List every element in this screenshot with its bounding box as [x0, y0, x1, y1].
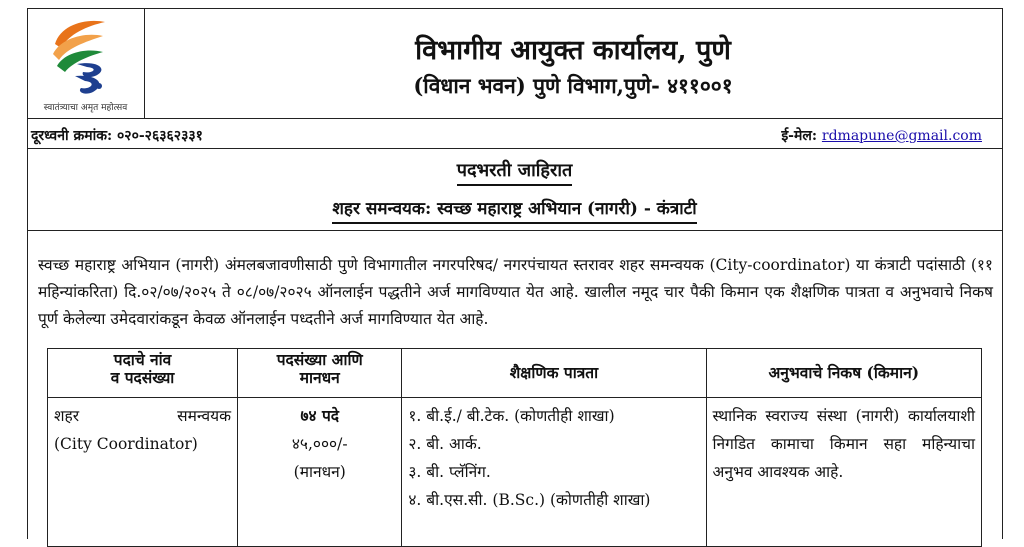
qualification-item: ३. बी. प्लॅनिंग. [408, 463, 491, 481]
post-word-1: शहर [54, 407, 80, 425]
notice-title [27, 158, 1002, 182]
letterhead [27, 8, 1002, 119]
email-link[interactable]: rdmapune@gmail.com [821, 128, 982, 144]
qualification-item: १. बी.ई./ बी.टेक. (कोणतीही शाखा) [408, 407, 615, 425]
post-count: ७४ पदे [300, 406, 339, 425]
header-post-name-line2: व पदसंख्या [110, 368, 175, 387]
post-name-line [54, 402, 231, 430]
table-row [48, 398, 982, 547]
header-post-name-line1: पदाचे नांव [113, 350, 172, 369]
email-label: ई-मेल: [781, 128, 818, 144]
post-name-english: (City Coordinator) [54, 435, 198, 453]
qualification-item: २. बी. आर्क. [408, 435, 482, 453]
salary-amount: ४५,०००/- [291, 435, 348, 453]
cell-post-name [48, 398, 238, 547]
post-heading [27, 196, 1002, 231]
logo-box [27, 8, 145, 118]
logo-caption: स्वातंत्र्याचा अमृत महोत्सव [43, 103, 128, 113]
header-count-line2: मानधन [299, 368, 340, 387]
cell-count-salary [238, 398, 402, 547]
amrit-mahotsav-logo-icon [47, 14, 125, 100]
notice-paragraph: स्वच्छ महाराष्ट्र अभियान (नागरी) अंमलबजावणीसाठी पुणे विभागातील नगरपरिषद/ नगरपंचायत स्तरावर शहर समन्वयक (City-coordinator) या कंत्राटी पदांसाठी (११ महिन्यांकरिता) दि.०२/०७/२०२५ ते ०८/०७/२०२५ ऑनलाईन पद्धतीने अर्ज मागविण्यात येत आहे. खालील नमूद चार पैकी किमान एक शैक्षणिक पात्रता व अनुभवाचे निकष पूर्ण केलेल्या उमेदवारांकडून केवळ ऑनलाईन पध्दतीने अर्ज मागविण्यात येत आहे. [38, 256, 993, 328]
salary-label: (मानधन) [293, 463, 346, 481]
notice-title-text: पदभरती जाहिरात [457, 160, 573, 186]
cell-experience: स्थानिक स्वराज्य संस्था (नागरी) कार्यालयाशी निगडित कामाचा किमान सहा महिन्याचा अनुभव आवश्यक आहे. [706, 398, 981, 547]
header-count-line1: पदसंख्या आणि [276, 350, 363, 369]
post-heading-text: शहर समन्वयक: स्वच्छ महाराष्ट्र अभियान (नागरी) - कंत्राटी [332, 199, 696, 224]
contact-row [27, 118, 1002, 149]
post-word-2: समन्वयक [177, 407, 232, 425]
phone-number: दूरध्वनी क्रमांक: ०२०-२६३६२३३१ [31, 128, 203, 144]
cell-qualification [402, 398, 706, 547]
header-qualification: शैक्षणिक पात्रता [402, 349, 706, 398]
qualification-item: ४. बी.एस.सी. (B.Sc.) (कोणतीही शाखा) [408, 491, 651, 509]
header-count-salary [238, 349, 402, 398]
office-address: (विधान भवन) पुणे विभाग,पुणे- ४११००१ [413, 73, 733, 98]
office-title: विभागीय आयुक्त कार्यालय, पुणे [415, 35, 731, 66]
header-post-name [48, 349, 238, 398]
posts-table [47, 348, 982, 547]
email-block [781, 126, 982, 145]
header-experience: अनुभवाचे निकष (किमान) [706, 349, 981, 398]
table-header-row [48, 349, 982, 398]
